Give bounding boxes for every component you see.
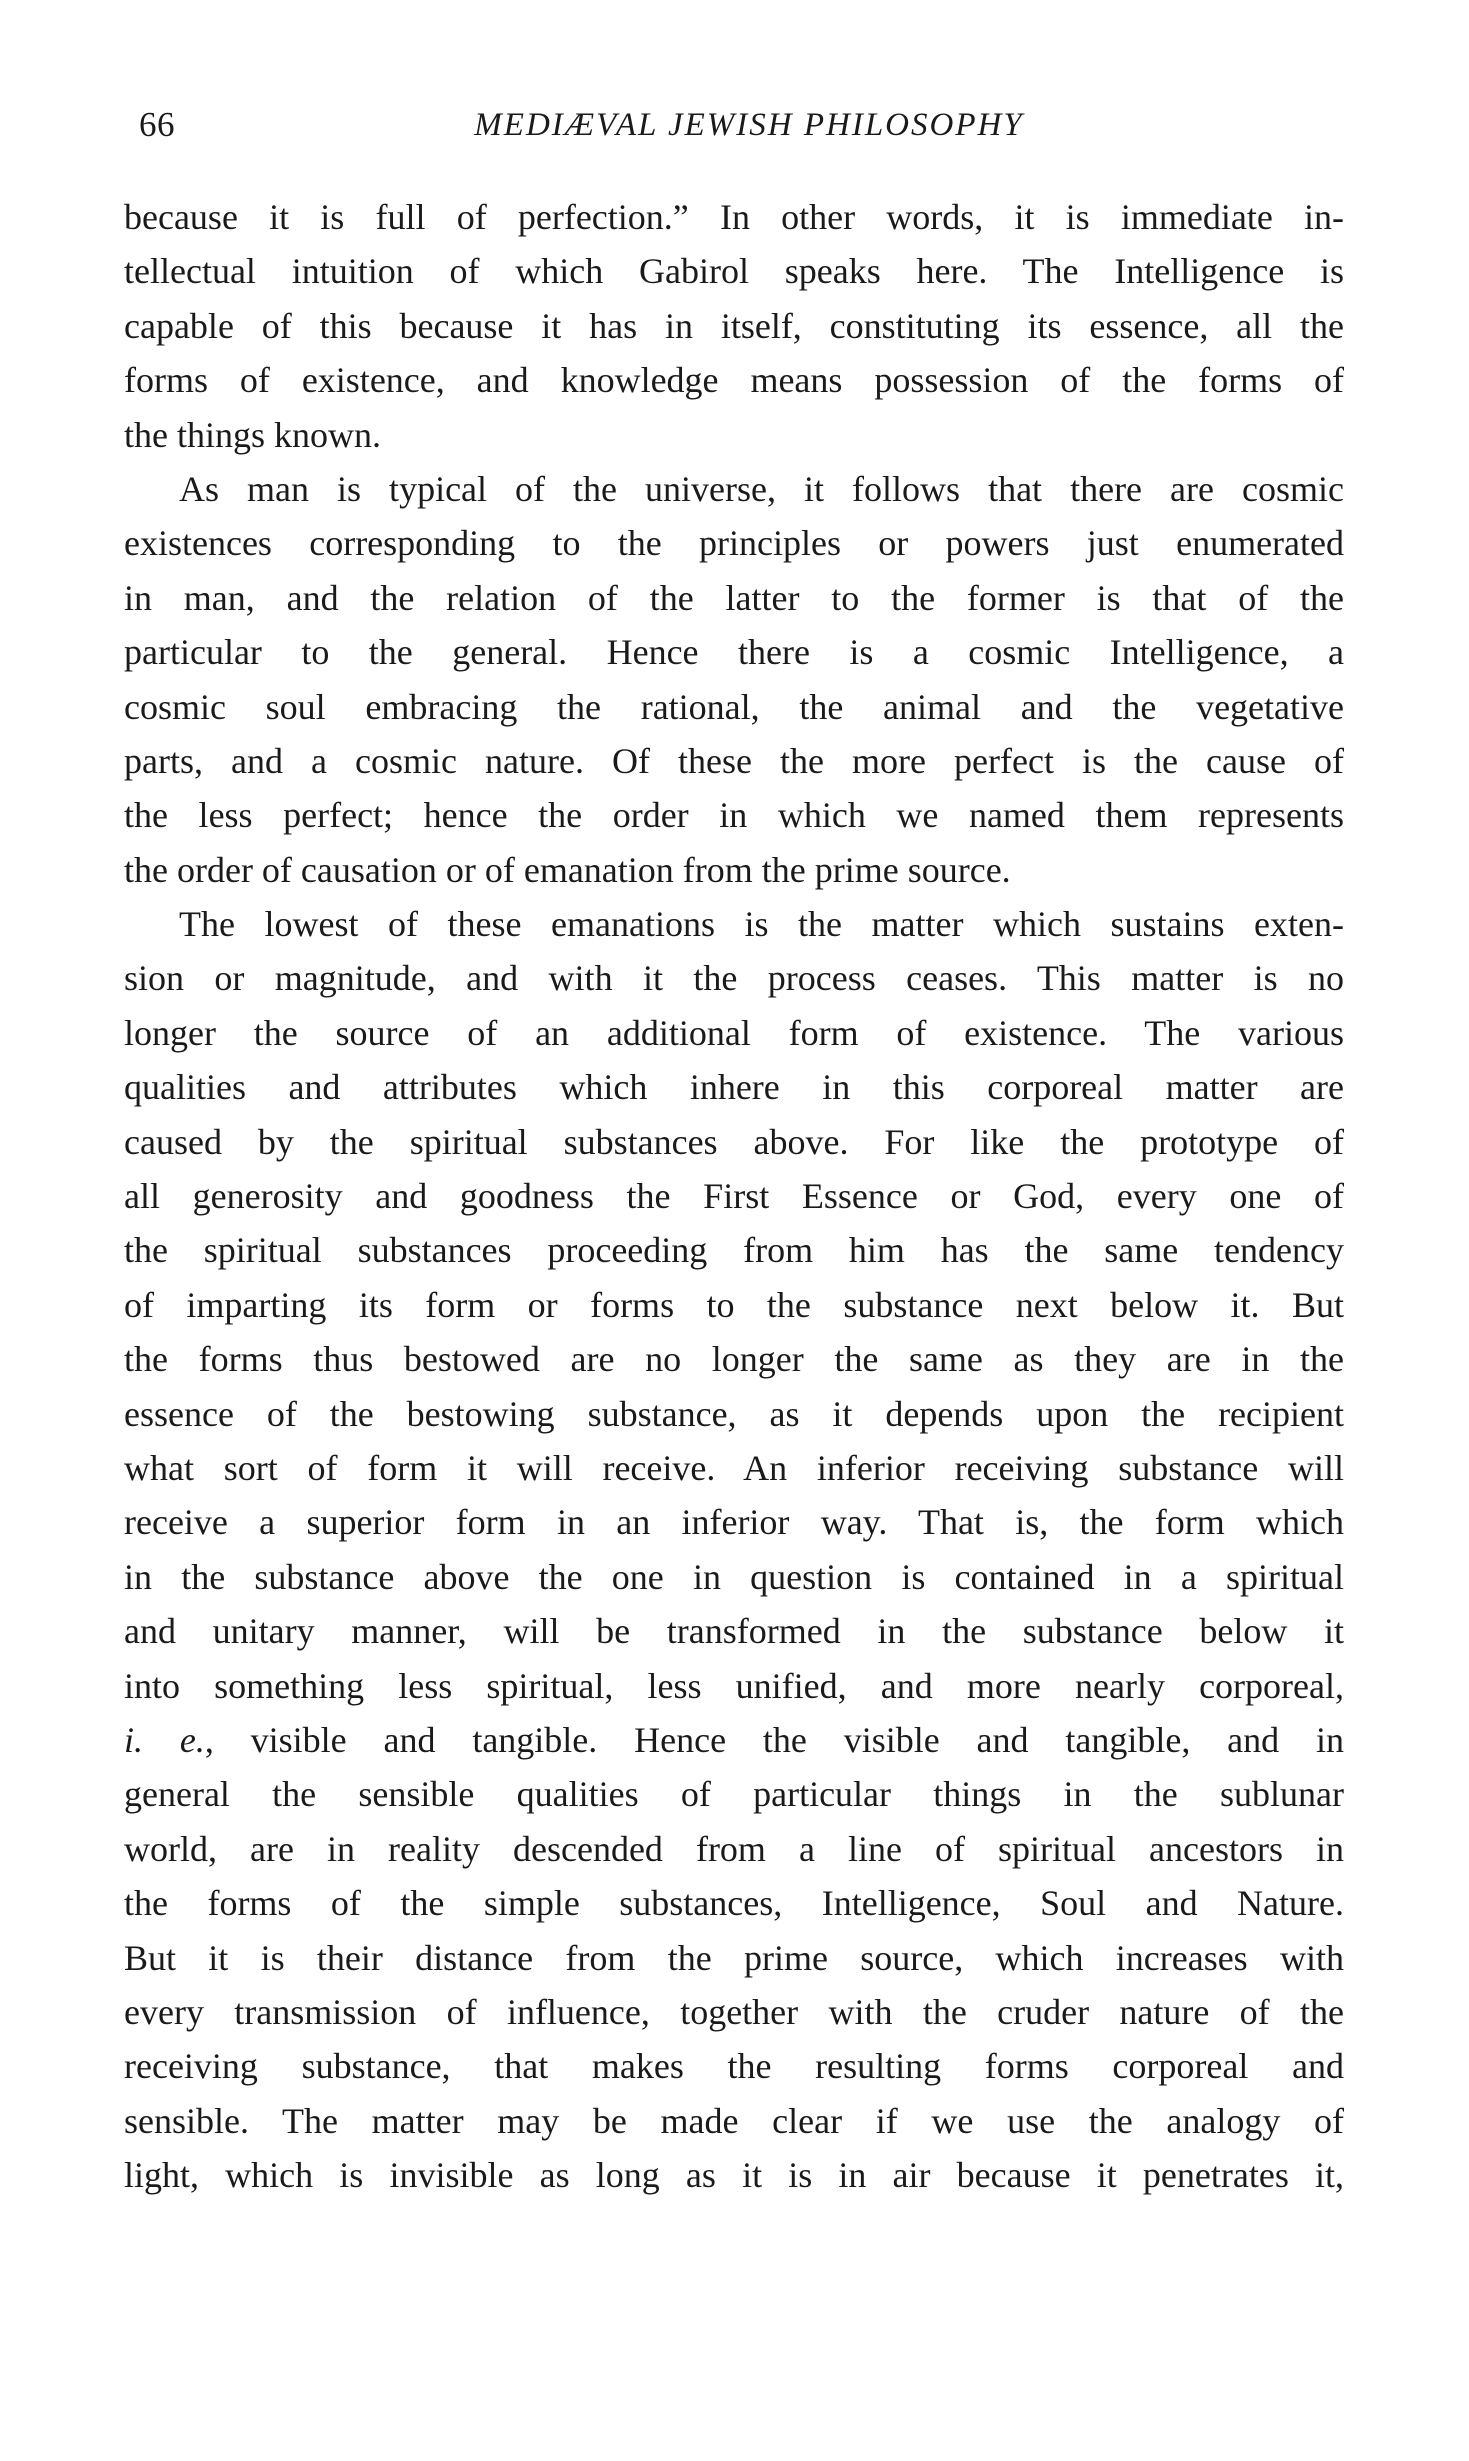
text-line: in the substance above the one in question is contained in a spiritual (124, 1556, 1344, 1597)
text-line: As man is typical of the universe, it follows that there are cosmic (179, 468, 1344, 509)
text-line: tellectual intuition of which Gabirol speaks here. The Intelligence is (124, 251, 1344, 292)
text-line: forms of existence, and knowledge means possession of the forms of (124, 360, 1344, 401)
text-line: the things known. (124, 414, 381, 455)
text-line: sion or magnitude, and with it the process ceases. This matter is no (124, 958, 1344, 999)
text-line: because it is full of perfection.” In other words, it is immediate in- (124, 197, 1344, 237)
text-line: the order of causation or of emanation from the prime source. (124, 849, 1011, 890)
text-line: But it is their distance from the prime source, which increases with (124, 1937, 1344, 1978)
paragraph-2 (124, 462, 1344, 897)
text-line: world, are in reality descended from a line of spiritual ancestors in (124, 1828, 1344, 1869)
text-line: capable of this because it has in itself, constituting its essence, all the (124, 305, 1344, 346)
text-line: i. e., visible and tangible. Hence the visible and tangible, and in (124, 1719, 1344, 1760)
text-line: essence of the bestowing substance, as it depends upon the recipient (124, 1393, 1344, 1434)
text-line: into something less spiritual, less unified, and more nearly corporeal, (124, 1665, 1344, 1706)
text-line: of imparting its form or forms to the substance next below it. But (124, 1284, 1344, 1325)
text-line: all generosity and goodness the First Essence or God, every one of (124, 1176, 1344, 1217)
text-line: the forms of the simple substances, Intelligence, Soul and Nature. (124, 1883, 1344, 1924)
running-title: MEDIÆVAL JEWISH PHILOSOPHY (474, 107, 1024, 143)
text-line: existences corresponding to the principles or powers just enumerated (124, 523, 1344, 564)
text-line: every transmission of influence, together with the cruder nature of the (124, 1991, 1344, 2032)
body-text (124, 190, 1344, 2202)
text-line: sensible. The matter may be made clear if we use the analogy of (124, 2100, 1344, 2141)
text-line: the spiritual substances proceeding from him has the same tendency (124, 1230, 1344, 1271)
text-line: The lowest of these emanations is the matter which sustains exten- (179, 904, 1344, 945)
text-line: receiving substance, that makes the resulting forms corporeal and (124, 2046, 1344, 2087)
text-line: in man, and the relation of the latter to the former is that of the (124, 577, 1344, 618)
text-line: what sort of form it will receive. An inferior receiving substance will (124, 1447, 1344, 1488)
page-number: 66 (139, 105, 175, 144)
text-line: parts, and a cosmic nature. Of these the more perfect is the cause of (124, 740, 1344, 781)
text-line: caused by the spiritual substances above. For like the prototype of (124, 1121, 1344, 1162)
text-line: and unitary manner, will be transformed in the substance below it (124, 1611, 1344, 1652)
text-line: the forms thus bestowed are no longer the same as they are in the (124, 1339, 1344, 1380)
paragraph-3 (124, 897, 1344, 2202)
text-line: longer the source of an additional form of existence. The various (124, 1012, 1344, 1053)
text-line: light, which is invisible as long as it is in air because it penetrates it, (124, 2155, 1344, 2196)
page-header (124, 100, 1354, 150)
italic-abbreviation: i. e. (124, 1719, 205, 1760)
text-line: particular to the general. Hence there is a cosmic Intelligence, a (124, 632, 1344, 673)
text-line: cosmic soul embracing the rational, the animal and the vegetative (124, 686, 1344, 727)
text-line: the less perfect; hence the order in which we named them represents (124, 795, 1344, 836)
text-line: general the sensible qualities of particular things in the sublunar (124, 1774, 1344, 1815)
paragraph-1 (124, 190, 1344, 462)
text-line: qualities and attributes which inhere in this corporeal matter are (124, 1067, 1344, 1108)
text-line: receive a superior form in an inferior way. That is, the form which (124, 1502, 1344, 1543)
